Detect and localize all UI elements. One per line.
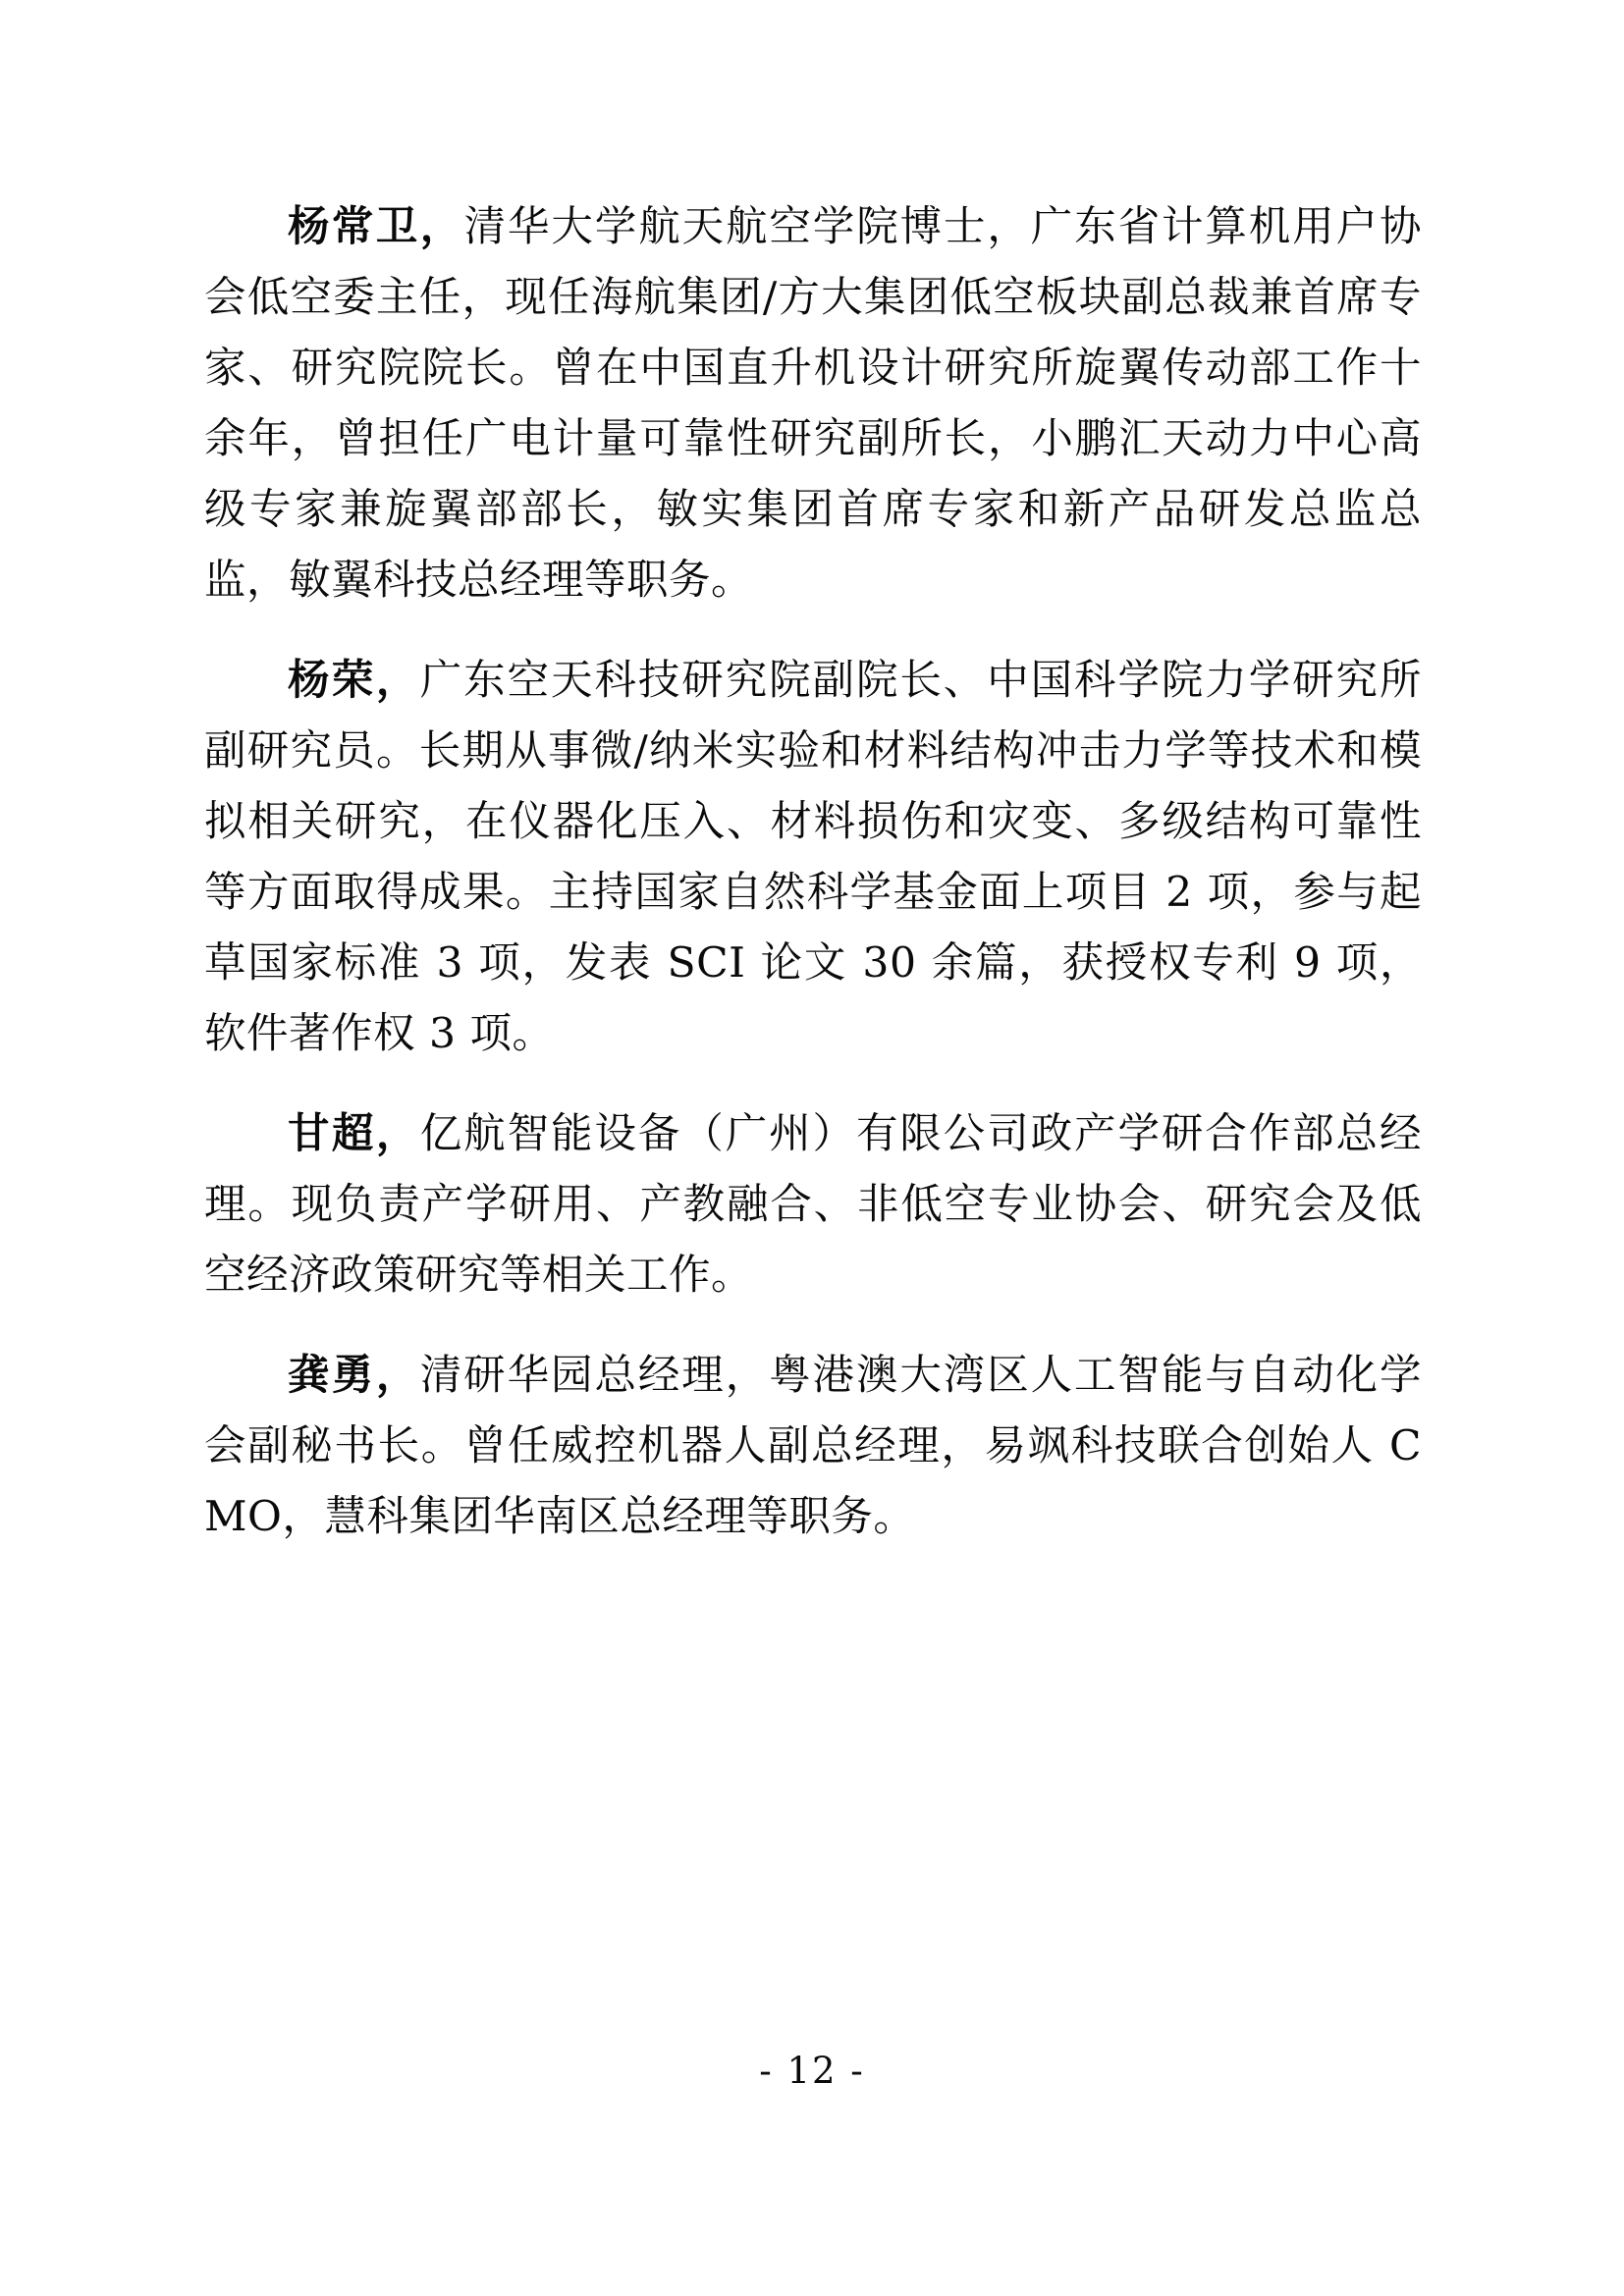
person-name: 杨荣， (288, 657, 420, 705)
biography-paragraph (204, 646, 1422, 1070)
person-name: 龚勇， (288, 1352, 420, 1400)
page-footer (0, 2050, 1624, 2092)
biography-text: 亿航智能设备（广州）有限公司政产学研合作部总经理。现负责产学研用、产教融合、非低空专业协会、研究会及低空经济政策研究等相关工作。 (204, 1110, 1422, 1300)
document-body (204, 192, 1422, 1553)
biography-paragraph (204, 192, 1422, 616)
page-number: - 12 - (759, 2050, 865, 2092)
biography-text: 广东空天科技研究院副院长、中国科学院力学研究所副研究员。长期从事微/纳米实验和材料结构冲击力学等技术和模拟相关研究，在仪器化压入、材料损伤和灾变、多级结构可靠性等方面取得成果。主持国家自然科学基金面上项目 2 项，参与起草国家标准 3 项，发表 SCI 论文 30 余篇，获授权专利 9 项，软件著作权 3 项。 (204, 657, 1422, 1058)
person-name: 甘超， (288, 1110, 420, 1158)
person-name: 杨常卫， (288, 203, 464, 251)
biography-paragraph (204, 1099, 1422, 1311)
biography-paragraph (204, 1341, 1422, 1553)
biography-text: 清华大学航天航空学院博士，广东省计算机用户协会低空委主任，现任海航集团/方大集团低空板块副总裁兼首席专家、研究院院长。曾在中国直升机设计研究所旋翼传动部工作十余年，曾担任广电计量可靠性研究副所长，小鹏汇天动力中心高级专家兼旋翼部部长，敏实集团首席专家和新产品研发总监总监，敏翼科技总经理等职务。 (204, 203, 1422, 605)
biography-text: 清研华园总经理，粤港澳大湾区人工智能与自动化学会副秘书长。曾任威控机器人副总经理，易飒科技联合创始人 CMO，慧科集团华南区总经理等职务。 (204, 1352, 1422, 1541)
